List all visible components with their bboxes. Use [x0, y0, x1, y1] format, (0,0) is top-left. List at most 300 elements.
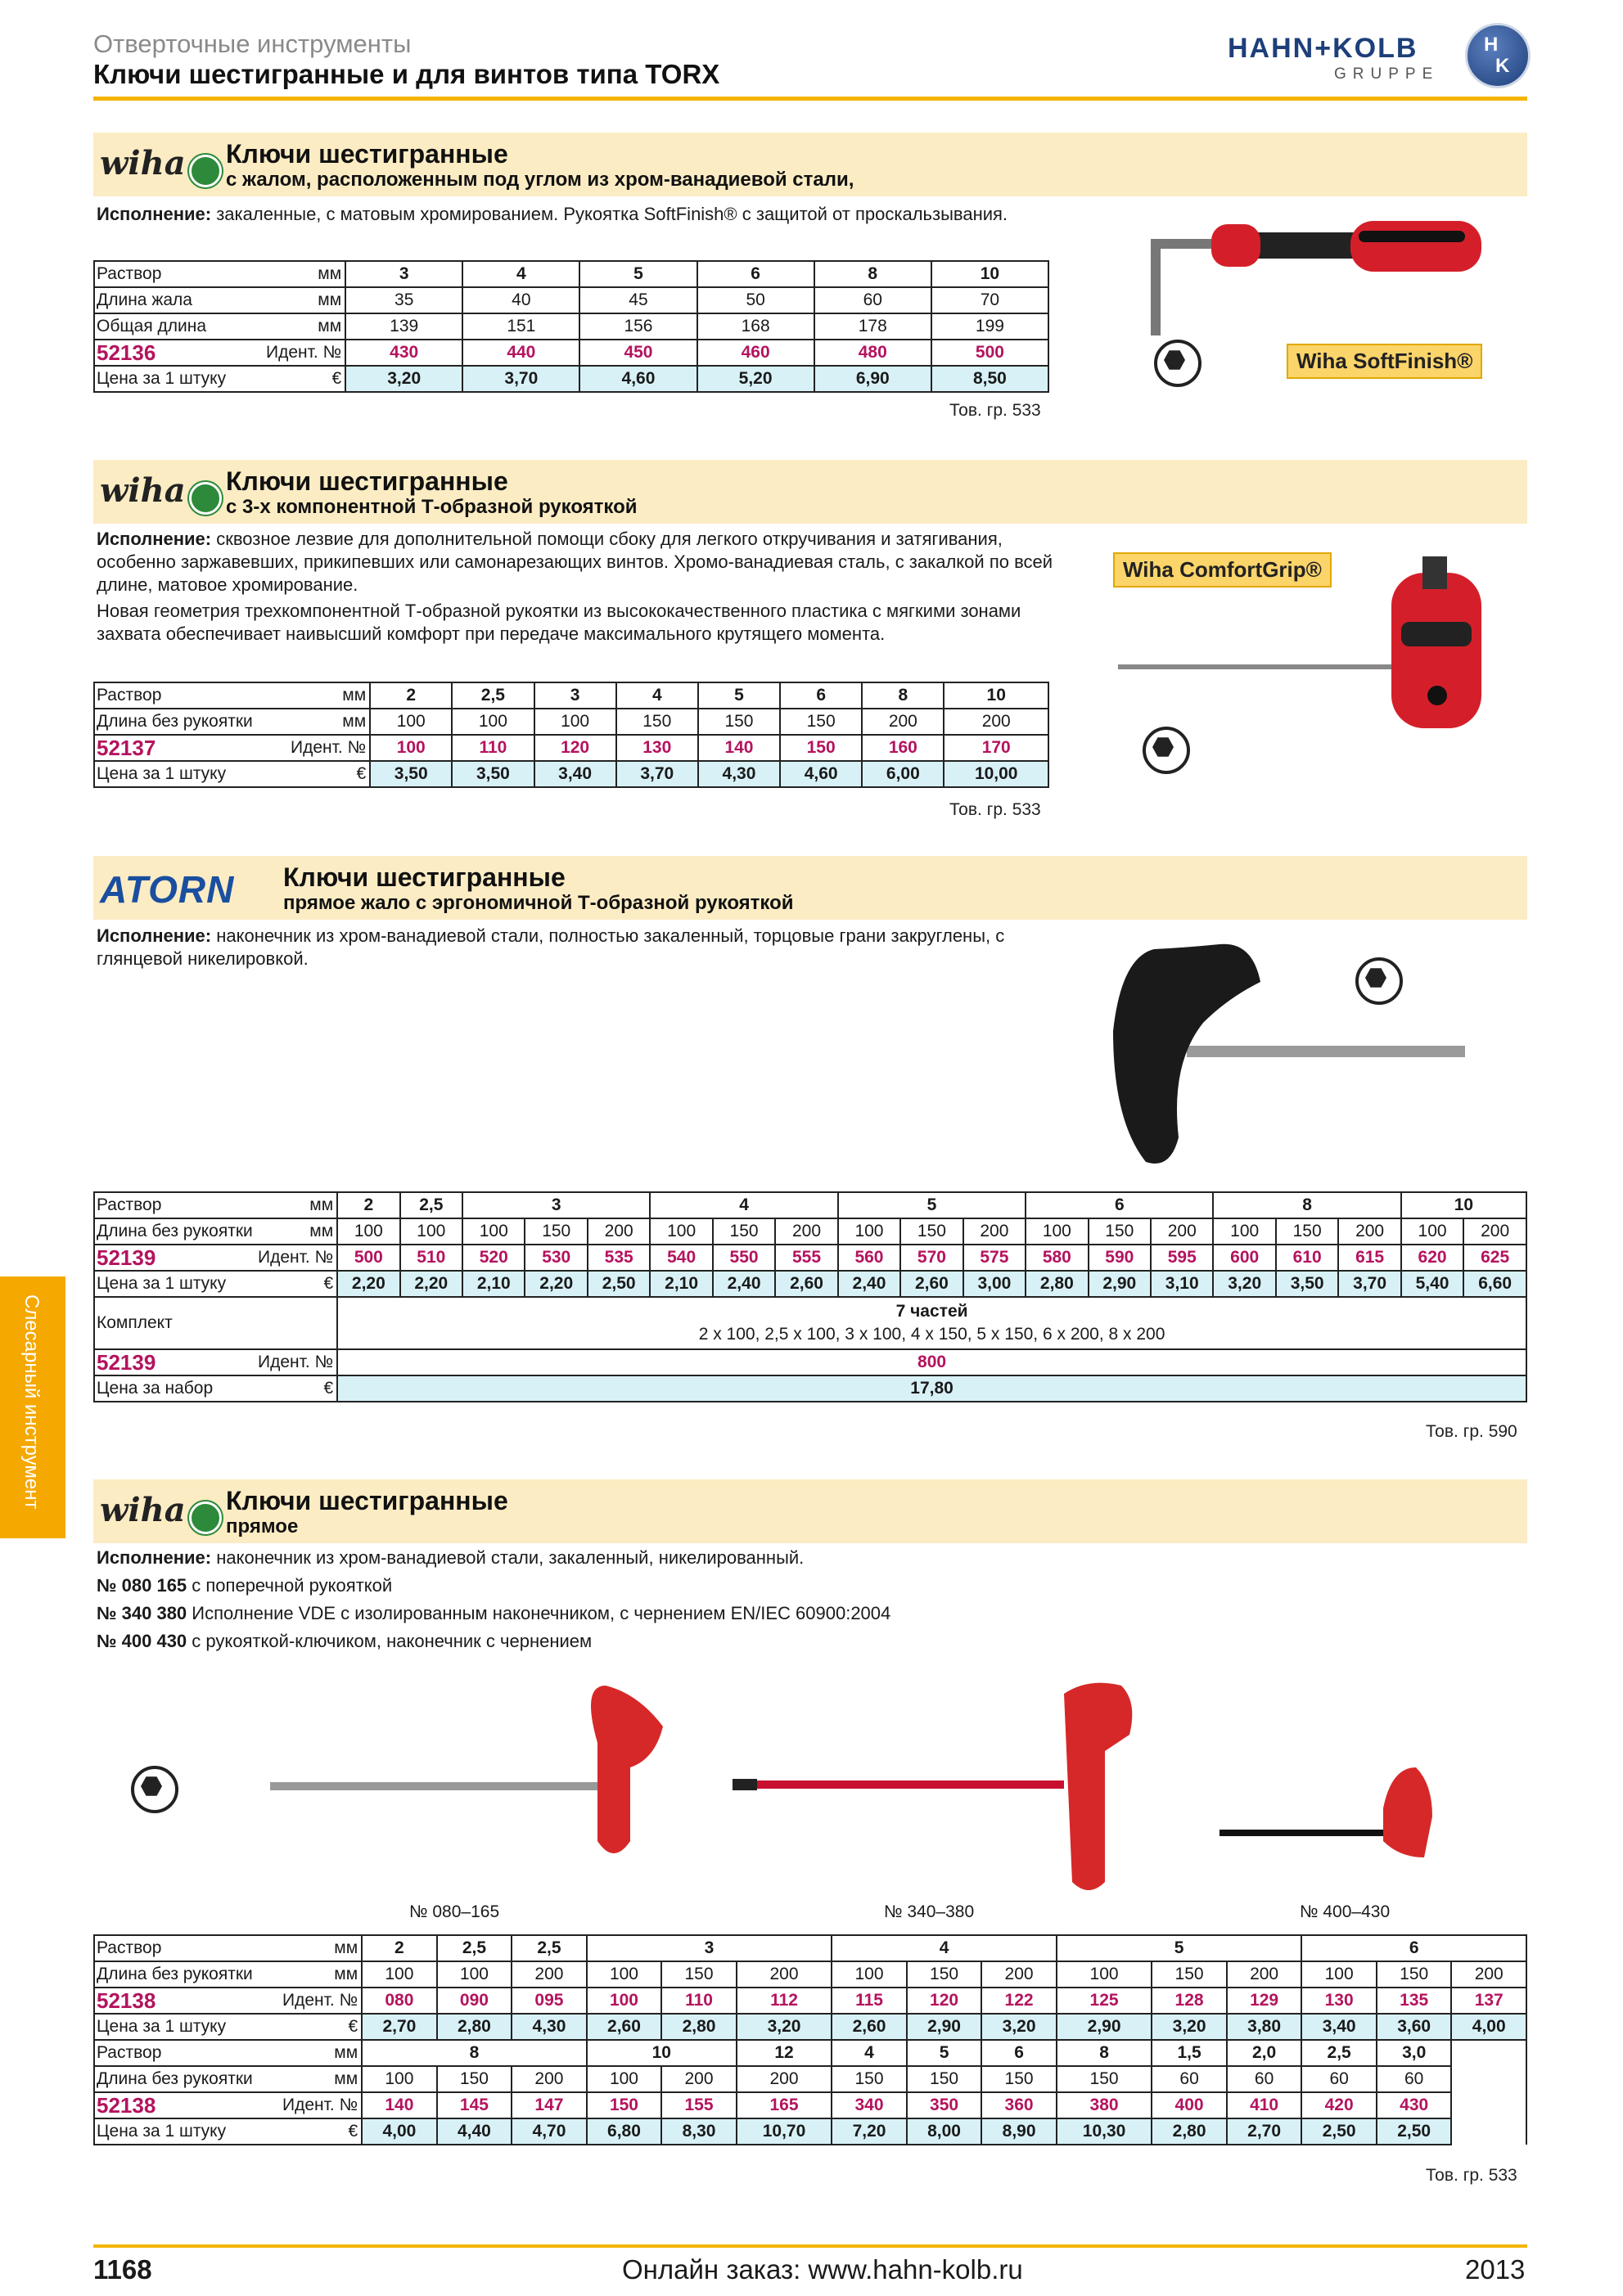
section-header: [93, 856, 1527, 920]
price-cell: 10,00: [944, 761, 1048, 787]
length-cell: 100: [1301, 1961, 1377, 1988]
article-cell: 450: [579, 340, 697, 366]
price-b-cell: 2,50: [1377, 2118, 1452, 2145]
article-b-cell: 360: [981, 2092, 1057, 2118]
price-b-cell: 7,20: [832, 2118, 907, 2145]
product-image-atorn: [1097, 933, 1473, 1170]
article-cell: 137: [1451, 1988, 1526, 2014]
desc-label: Исполнение:: [97, 204, 212, 224]
brand-name: ATORN: [100, 868, 235, 911]
article-cell: 500: [931, 340, 1048, 366]
size-label: Раствор: [94, 261, 266, 287]
article-cell: 610: [1276, 1245, 1338, 1271]
price-cell: 8,50: [931, 366, 1048, 392]
size-row: [94, 1192, 1526, 1218]
article-cell: 150: [780, 735, 862, 761]
comfortgrip-badge: Wiha ComfortGrip®: [1113, 552, 1332, 588]
length-cell: 45: [579, 287, 697, 313]
variant-text: с рукояткой-ключиком, наконечник с чернением: [187, 1631, 593, 1651]
article-cell: 625: [1463, 1245, 1526, 1271]
length-b-cell: 150: [437, 2066, 512, 2092]
length-b-cell: 200: [661, 2066, 737, 2092]
price-b-cell: 10,70: [737, 2118, 832, 2145]
section-title: Ключи шестигранные: [226, 466, 508, 496]
price-cell: 2,20: [400, 1271, 462, 1297]
article-b-label: 52138: [94, 2092, 282, 2118]
logo-word: HAHN+KOLB: [1228, 33, 1418, 64]
size-label: Раствор: [94, 1192, 258, 1218]
article-cell: 540: [650, 1245, 712, 1271]
length-cell: 150: [698, 709, 780, 735]
wiha-logo: [100, 144, 222, 185]
price-unit: €: [291, 761, 370, 787]
length-row: [94, 1218, 1526, 1245]
size-unit: мм: [291, 682, 370, 709]
set-contents: 2 x 100, 2,5 x 100, 3 x 100, 4 x 150, 5 x 150, 6 x 200, 8 x 200: [698, 1325, 1165, 1344]
product-table: [93, 682, 1049, 788]
size-cell: 4: [462, 261, 579, 287]
size-cell: 5: [838, 1192, 1026, 1218]
length-cell: 100: [587, 1961, 662, 1988]
article-cell: 550: [713, 1245, 775, 1271]
length-cell: 100: [462, 1218, 525, 1245]
length-b-label: Длина без рукоятки: [94, 2066, 282, 2092]
price-cell: 3,20: [1152, 2014, 1227, 2040]
section-subtitle: с жалом, расположенным под углом из хром-ванадиевой стали,: [226, 169, 854, 191]
length-cell: 150: [907, 1961, 982, 1988]
length-cell: 100: [437, 1961, 512, 1988]
length-cell: 200: [588, 1218, 650, 1245]
article-label: 52139: [94, 1245, 258, 1271]
length-b-row: [94, 2066, 1526, 2092]
section-description: [97, 203, 1054, 226]
article-b-cell: 400: [1152, 2092, 1227, 2118]
article-b-cell: 145: [437, 2092, 512, 2118]
size-b-cell: 12: [737, 2040, 832, 2066]
price-b-cell: 4,00: [362, 2118, 437, 2145]
section-subtitle: с 3-х компонентной Т-образной рукояткой: [226, 496, 638, 518]
price-cell: 6,60: [1463, 1271, 1526, 1297]
page-title: Ключи шестигранные и для винтов типа TORX: [93, 59, 720, 89]
article-cell: 590: [1089, 1245, 1151, 1271]
size-cell: 8: [814, 261, 931, 287]
price-cell: 4,00: [1451, 2014, 1526, 2040]
size-cell: 2: [337, 1192, 399, 1218]
price-cell: 3,20: [1213, 1271, 1275, 1297]
article-b-unit: Идент. №: [282, 2092, 362, 2118]
price-b-cell: 2,80: [1152, 2118, 1227, 2145]
article-cell: 600: [1213, 1245, 1275, 1271]
price-cell: 2,40: [838, 1271, 900, 1297]
price-cell: 2,40: [713, 1271, 775, 1297]
article-cell: 120: [907, 1988, 982, 2014]
price-row: [94, 2014, 1526, 2040]
price-cell: 6,90: [814, 366, 931, 392]
size-cell: 2,5: [400, 1192, 462, 1218]
total-length-row: [94, 313, 1048, 340]
wiha-emblem-icon: [189, 155, 222, 187]
price-row: [94, 1271, 1526, 1297]
article-cell: 480: [814, 340, 931, 366]
article-row: [94, 1245, 1526, 1271]
total-length-cell: 139: [345, 313, 462, 340]
price-cell: 4,30: [698, 761, 780, 787]
article-row: [94, 340, 1048, 366]
size-b-label: Раствор: [94, 2040, 282, 2066]
size-label: Раствор: [94, 682, 291, 709]
size-cell: 3: [345, 261, 462, 287]
section-subtitle: прямое: [226, 1515, 299, 1537]
price-cell: 3,80: [1227, 2014, 1302, 2040]
length-row: [94, 709, 1048, 735]
size-cell: 3: [462, 1192, 650, 1218]
length-cell: 100: [1026, 1218, 1088, 1245]
length-cell: 200: [1451, 1961, 1526, 1988]
desc-text: закаленные, с матовым хромированием. Рукоятка SoftFinish® с защитой от проскальзывания.: [211, 204, 1008, 224]
price-cell: 3,20: [981, 2014, 1057, 2040]
article-b-cell: 140: [362, 2092, 437, 2118]
size-b-cell: 1,5: [1152, 2040, 1227, 2066]
article-cell: 100: [587, 1988, 662, 2014]
length-cell: 200: [963, 1218, 1026, 1245]
length-b-cell: 60: [1377, 2066, 1452, 2092]
article-cell: 615: [1338, 1245, 1400, 1271]
length-cell: 200: [1463, 1218, 1526, 1245]
product-image-comfortgrip: [1113, 540, 1522, 736]
section-description: [97, 1546, 1488, 1653]
article-cell: 130: [616, 735, 698, 761]
length-cell: 100: [838, 1218, 900, 1245]
length-cell: 200: [775, 1218, 837, 1245]
section-description: [97, 925, 1054, 970]
article-b-cell: 155: [661, 2092, 737, 2118]
article-b-cell: 147: [512, 2092, 587, 2118]
section-title: Ключи шестигранные: [283, 862, 566, 892]
set-price-label: Цена за набор: [94, 1375, 258, 1402]
article-cell: 575: [963, 1245, 1026, 1271]
variant-number: № 080 165: [97, 1575, 187, 1596]
size-b-cell: 3,0: [1377, 2040, 1452, 2066]
image-caption: № 340–380: [884, 1902, 975, 1921]
price-cell: 4,30: [512, 2014, 587, 2040]
desc-label: Исполнение:: [97, 1547, 212, 1568]
section-header: [93, 133, 1527, 196]
price-cell: 2,80: [661, 2014, 737, 2040]
set-article-row: [94, 1349, 1526, 1375]
size-cell: 4: [650, 1192, 837, 1218]
article-cell: 120: [534, 735, 616, 761]
size-cell: 2,5: [512, 1935, 587, 1961]
length-b-cell: 150: [907, 2066, 982, 2092]
section-description-2: Новая геометрия трехкомпонентной Т-образной рукоятки из высококачественного пластика с мягкими зонами захвата обеспечивает наивысший комфорт при передаче максимального крутящего момента.: [97, 601, 1021, 644]
product-table: [93, 1191, 1527, 1402]
brand-name: wiha: [100, 144, 186, 182]
size-cell: 8: [1213, 1192, 1400, 1218]
length-cell: 100: [452, 709, 534, 735]
hahn-kolb-logo: [1228, 23, 1531, 88]
length-cell: 200: [862, 709, 944, 735]
price-cell: 2,90: [907, 2014, 982, 2040]
price-cell: 3,20: [737, 2014, 832, 2040]
article-cell: 160: [862, 735, 944, 761]
length-cell: 100: [1213, 1218, 1275, 1245]
price-cell: 2,90: [1089, 1271, 1151, 1297]
price-cell: 2,20: [337, 1271, 399, 1297]
length-cell: 150: [900, 1218, 963, 1245]
price-unit: €: [266, 366, 345, 392]
size-b-cell: 2,5: [1301, 2040, 1377, 2066]
variant-number: № 340 380: [97, 1603, 187, 1623]
price-b-cell: 2,50: [1301, 2118, 1377, 2145]
brand-name: wiha: [100, 1491, 186, 1529]
length-cell: 50: [697, 287, 814, 313]
size-cell: 5: [698, 682, 780, 709]
total-length-unit: мм: [266, 313, 345, 340]
size-b-unit: мм: [282, 2040, 362, 2066]
article-cell: 122: [981, 1988, 1057, 2014]
desc-text: сквозное лезвие для дополнительной помощи сбоку для легкого откручивания и затягивания, особенно заржавевших, прикипевших или самонарезающих винтов. Хромо-ванадиевая сталь, с закалкой по всей длине, матовое хромирование.: [97, 529, 1053, 595]
set-unit: [258, 1297, 337, 1349]
price-cell: 2,50: [588, 1271, 650, 1297]
length-cell: 150: [780, 709, 862, 735]
variant-number: № 400 430: [97, 1631, 187, 1651]
size-b-cell: 10: [587, 2040, 737, 2066]
section-header: [93, 1479, 1527, 1543]
size-cell: 3: [534, 682, 616, 709]
article-cell: 570: [900, 1245, 963, 1271]
size-unit: мм: [266, 261, 345, 287]
price-cell: 2,10: [650, 1271, 712, 1297]
price-b-unit: €: [282, 2118, 362, 2145]
price-row: [94, 761, 1048, 787]
length-unit: мм: [282, 1961, 362, 1988]
size-cell: 10: [944, 682, 1048, 709]
article-cell: 460: [697, 340, 814, 366]
price-cell: 3,50: [370, 761, 452, 787]
length-label: Длина без рукоятки: [94, 1218, 258, 1245]
logo-badge-icon: [1465, 23, 1531, 88]
article-label: 52136: [94, 340, 266, 366]
length-cell: 100: [337, 1218, 399, 1245]
order-link[interactable]: Онлайн заказ: www.hahn-kolb.ru: [622, 2254, 1023, 2285]
length-cell: 100: [1401, 1218, 1463, 1245]
price-cell: 3,60: [1377, 2014, 1452, 2040]
product-images-t-handles: [270, 1677, 1580, 1898]
length-cell: 100: [1057, 1961, 1152, 1988]
article-cell: 530: [525, 1245, 587, 1271]
set-row: [94, 1297, 1526, 1349]
article-cell: 620: [1401, 1245, 1463, 1271]
hex-profile-icon: [1355, 957, 1403, 1005]
article-b-cell: 420: [1301, 2092, 1377, 2118]
size-cell: 10: [1401, 1192, 1526, 1218]
price-b-cell: 6,80: [587, 2118, 662, 2145]
price-cell: 2,60: [587, 2014, 662, 2040]
length-unit: мм: [266, 287, 345, 313]
wiha-logo: [100, 471, 222, 512]
empty-cell: [1451, 2066, 1526, 2092]
article-cell: 125: [1057, 1988, 1152, 2014]
article-b-cell: 340: [832, 2092, 907, 2118]
article-unit: Идент. №: [282, 1988, 362, 2014]
wiha-emblem-icon: [189, 482, 222, 515]
empty-cell: [1451, 2092, 1526, 2118]
size-cell: 4: [832, 1935, 1057, 1961]
price-b-cell: 8,30: [661, 2118, 737, 2145]
side-tab[interactable]: [0, 1276, 65, 1538]
size-b-cell: 5: [907, 2040, 982, 2066]
price-b-cell: 2,70: [1227, 2118, 1302, 2145]
length-cell: 200: [1338, 1218, 1400, 1245]
price-b-cell: 8,00: [907, 2118, 982, 2145]
price-cell: 4,60: [780, 761, 862, 787]
length-label: Длина жала: [94, 287, 266, 313]
price-cell: 3,70: [616, 761, 698, 787]
size-b-cell: 4: [832, 2040, 907, 2066]
price-unit: €: [258, 1271, 337, 1297]
length-b-cell: 100: [587, 2066, 662, 2092]
product-table: [93, 260, 1049, 393]
price-cell: 2,80: [1026, 1271, 1088, 1297]
size-cell: 5: [1057, 1935, 1302, 1961]
size-b-cell: 8: [1057, 2040, 1152, 2066]
price-cell: 2,90: [1057, 2014, 1152, 2040]
section-description: [97, 528, 1054, 597]
length-cell: 100: [650, 1218, 712, 1245]
price-cell: 3,70: [1338, 1271, 1400, 1297]
article-label: 52138: [94, 1988, 282, 2014]
wiha-logo: [100, 1491, 222, 1532]
total-length-label: Общая длина: [94, 313, 266, 340]
length-b-cell: 60: [1227, 2066, 1302, 2092]
article-b-cell: 410: [1227, 2092, 1302, 2118]
product-group: Тов. гр. 590: [1426, 1422, 1517, 1441]
set-title: 7 частей: [895, 1302, 968, 1321]
length-cell: 200: [944, 709, 1048, 735]
total-length-cell: 151: [462, 313, 579, 340]
empty-cell: [1451, 2040, 1526, 2066]
section-title: Ключи шестигранные: [226, 1486, 508, 1515]
length-cell: 150: [1276, 1218, 1338, 1245]
length-b-cell: 150: [981, 2066, 1057, 2092]
length-cell: 100: [370, 709, 452, 735]
size-row: [94, 682, 1048, 709]
article-cell: 112: [737, 1988, 832, 2014]
size-cell: 2,5: [452, 682, 534, 709]
softfinish-badge: Wiha SoftFinish®: [1287, 344, 1482, 379]
set-id-cell: 800: [337, 1349, 1526, 1375]
length-cell: 100: [362, 1961, 437, 1988]
variant-text: с поперечной рукояткой: [187, 1575, 393, 1596]
price-label: Цена за 1 штуку: [94, 2014, 282, 2040]
logo-letter-k: K: [1495, 55, 1510, 77]
price-cell: 2,20: [525, 1271, 587, 1297]
article-cell: 430: [345, 340, 462, 366]
image-caption: № 400–430: [1300, 1902, 1391, 1921]
article-b-cell: 430: [1377, 2092, 1452, 2118]
price-b-cell: 4,40: [437, 2118, 512, 2145]
article-cell: 100: [370, 735, 452, 761]
total-length-cell: 156: [579, 313, 697, 340]
size-unit: мм: [258, 1192, 337, 1218]
price-label: Цена за 1 штуку: [94, 366, 266, 392]
length-cell: 150: [1152, 1961, 1227, 1988]
brand-name: wiha: [100, 471, 186, 510]
length-cell: 200: [1227, 1961, 1302, 1988]
length-cell: 40: [462, 287, 579, 313]
size-label: Раствор: [94, 1935, 282, 1961]
length-b-cell: 200: [737, 2066, 832, 2092]
price-label: Цена за 1 штуку: [94, 761, 291, 787]
page-category: Отверточные инструменты: [93, 29, 412, 58]
article-cell: 440: [462, 340, 579, 366]
size-cell: 6: [780, 682, 862, 709]
length-row: [94, 1961, 1526, 1988]
size-cell: 6: [697, 261, 814, 287]
length-cell: 150: [1377, 1961, 1452, 1988]
price-cell: 2,10: [462, 1271, 525, 1297]
size-row: [94, 261, 1048, 287]
article-cell: 500: [337, 1245, 399, 1271]
article-unit: Идент. №: [258, 1245, 337, 1271]
length-cell: 150: [616, 709, 698, 735]
article-label: 52137: [94, 735, 291, 761]
size-b-cell: 8: [362, 2040, 587, 2066]
size-cell: 6: [1301, 1935, 1526, 1961]
set-article-label: 52139: [94, 1349, 258, 1375]
size-cell: 2: [362, 1935, 437, 1961]
size-cell: 3: [587, 1935, 832, 1961]
article-cell: 095: [512, 1988, 587, 2014]
article-cell: 128: [1152, 1988, 1227, 2014]
product-group: Тов. гр. 533: [1426, 2166, 1517, 2185]
article-cell: 555: [775, 1245, 837, 1271]
price-cell: 4,60: [579, 366, 697, 392]
desc-text: наконечник из хром-ванадиевой стали, полностью закаленный, торцовые грани закруглены, с глянцевой никелировкой.: [97, 925, 1005, 969]
price-label: Цена за 1 штуку: [94, 1271, 258, 1297]
price-cell: 5,20: [697, 366, 814, 392]
length-row: [94, 287, 1048, 313]
price-cell: 3,70: [462, 366, 579, 392]
article-cell: 140: [698, 735, 780, 761]
total-length-cell: 199: [931, 313, 1048, 340]
empty-cell: [1451, 2118, 1526, 2145]
logo-letter-h: H: [1484, 34, 1499, 56]
article-unit: Идент. №: [266, 340, 345, 366]
article-b-cell: 150: [587, 2092, 662, 2118]
price-cell: 2,60: [775, 1271, 837, 1297]
hex-profile-icon: [131, 1766, 178, 1813]
price-row: [94, 366, 1048, 392]
article-cell: 135: [1377, 1988, 1452, 2014]
set-price-cell: 17,80: [337, 1375, 1526, 1402]
price-b-cell: 10,30: [1057, 2118, 1152, 2145]
size-unit: мм: [282, 1935, 362, 1961]
length-unit: мм: [291, 709, 370, 735]
length-b-unit: мм: [282, 2066, 362, 2092]
desc-label: Исполнение:: [97, 925, 212, 946]
price-unit: €: [282, 2014, 362, 2040]
length-cell: 150: [1089, 1218, 1151, 1245]
atorn-logo: [100, 867, 235, 911]
article-cell: 110: [661, 1988, 737, 2014]
length-cell: 200: [512, 1961, 587, 1988]
length-cell: 200: [737, 1961, 832, 1988]
length-unit: мм: [258, 1218, 337, 1245]
length-b-cell: 150: [1057, 2066, 1152, 2092]
length-cell: 200: [1151, 1218, 1213, 1245]
length-b-cell: 60: [1152, 2066, 1227, 2092]
